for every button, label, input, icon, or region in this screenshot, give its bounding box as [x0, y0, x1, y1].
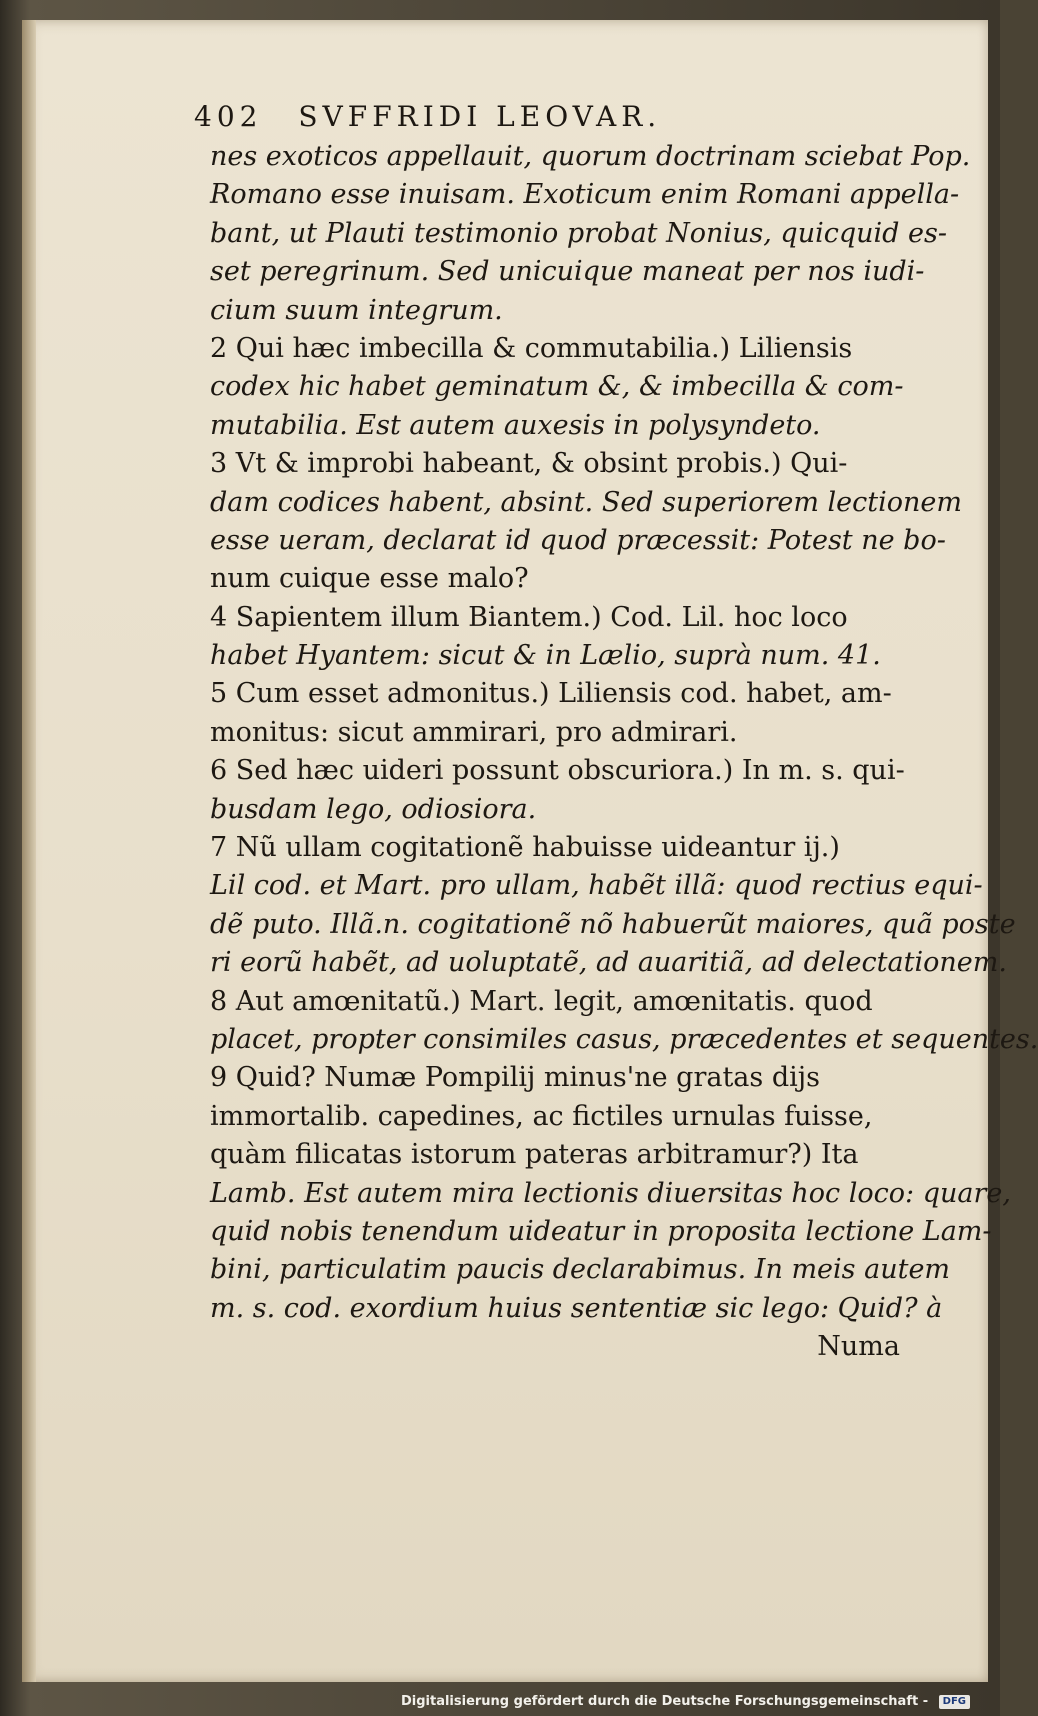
text-line: bant, ut Plauti testimonio probat Nonius, quicquid es-: [210, 217, 947, 249]
note-3-lemma: 3 Vt & improbi habeant, & obsint probis.) Qui-: [210, 448, 848, 480]
text-line: bini, particulatim paucis declarabimus. In meis autem: [210, 1254, 951, 1286]
text-line: m. s. cod. exordium huius sententiæ sic lego: Quid? à: [210, 1292, 943, 1324]
catchword: Numa: [817, 1331, 900, 1363]
running-head: [194, 100, 834, 140]
page-gutter: [22, 20, 36, 1682]
dfg-logo: DFG: [939, 1695, 970, 1709]
note-9-lemma: 9 Quid? Numæ Pompilij minus'ne gratas dijs: [210, 1062, 820, 1094]
text-line: placet, propter consimiles casus, præcedentes et sequentes.: [210, 1023, 1038, 1055]
text-line: monitus: sicut ammirari, pro admirari.: [210, 716, 738, 748]
text-line: num cuique esse malo?: [210, 563, 529, 595]
body-text: [210, 138, 1038, 1367]
note-7-lemma: 7 Nũ ullam cogitationẽ habuisse uideantur ij.): [210, 832, 840, 864]
text-line: Lamb. Est autem mira lectionis diuersitas hoc loco: quare,: [210, 1177, 1011, 1209]
text-line: habet Hyantem: sicut & in Lælio, suprà num. 41.: [210, 640, 881, 672]
text-line: mutabilia. Est autem auxesis in polysyndeto.: [210, 409, 821, 441]
digitization-credit: [401, 1693, 970, 1711]
credit-text: Digitalisierung gefördert durch die Deutsche Forschungsgemeinschaft -: [400, 1694, 929, 1709]
text-line: Lil cod. et Mart. pro ullam, habẽt illã: quod rectius equi-: [210, 870, 983, 902]
page-number: 402: [194, 100, 263, 133]
text-line: dẽ puto. Illã.n. cogitationẽ nõ habuerũt maiores, quã poste: [210, 908, 1016, 940]
note-4-lemma: 4 Sapientem illum Biantem.) Cod. Lil. hoc loco: [210, 601, 848, 633]
text-line: cium suum integrum.: [210, 294, 503, 326]
text-line: codex hic habet geminatum &, & imbecilla & com-: [210, 371, 904, 403]
text-line: nes exoticos appellauit, quorum doctrinam sciebat Pop.: [210, 141, 971, 172]
note-8-lemma: 8 Aut amœnitatũ.) Mart. legit, amœnitatis. quod: [210, 985, 873, 1017]
text-line: esse ueram, declarat id quod præcessit: Potest ne bo-: [210, 524, 946, 556]
note-5-lemma: 5 Cum esset admonitus.) Liliensis cod. habet, am-: [210, 678, 892, 710]
text-line: set peregrinum. Sed unicuique maneat per nos iudi-: [210, 256, 925, 288]
text-line: ri eorũ habẽt, ad uoluptatẽ, ad auaritiã, ad delectationem.: [210, 947, 1007, 979]
note-6-lemma: 6 Sed hæc uideri possunt obscuriora.) In m. s. qui-: [210, 755, 905, 787]
note-2-lemma: 2 Qui hæc imbecilla & commutabilia.) Liliensis: [210, 332, 853, 364]
text-line: dam codices habent, absint. Sed superiorem lectionem: [210, 486, 962, 518]
text-line: Romano esse inuisam. Exoticum enim Romani appella-: [210, 179, 960, 211]
text-line: quàm filicatas istorum pateras arbitramur?) Ita: [210, 1139, 859, 1171]
text-line: immortalib. capedines, ac fictiles urnulas fuisse,: [210, 1100, 873, 1132]
text-line: quid nobis tenendum uideatur in proposita lectione Lam-: [210, 1215, 992, 1247]
text-line: busdam lego, odiosiora.: [210, 793, 537, 825]
running-title: SVFFRIDI LEOVAR.: [298, 100, 662, 133]
